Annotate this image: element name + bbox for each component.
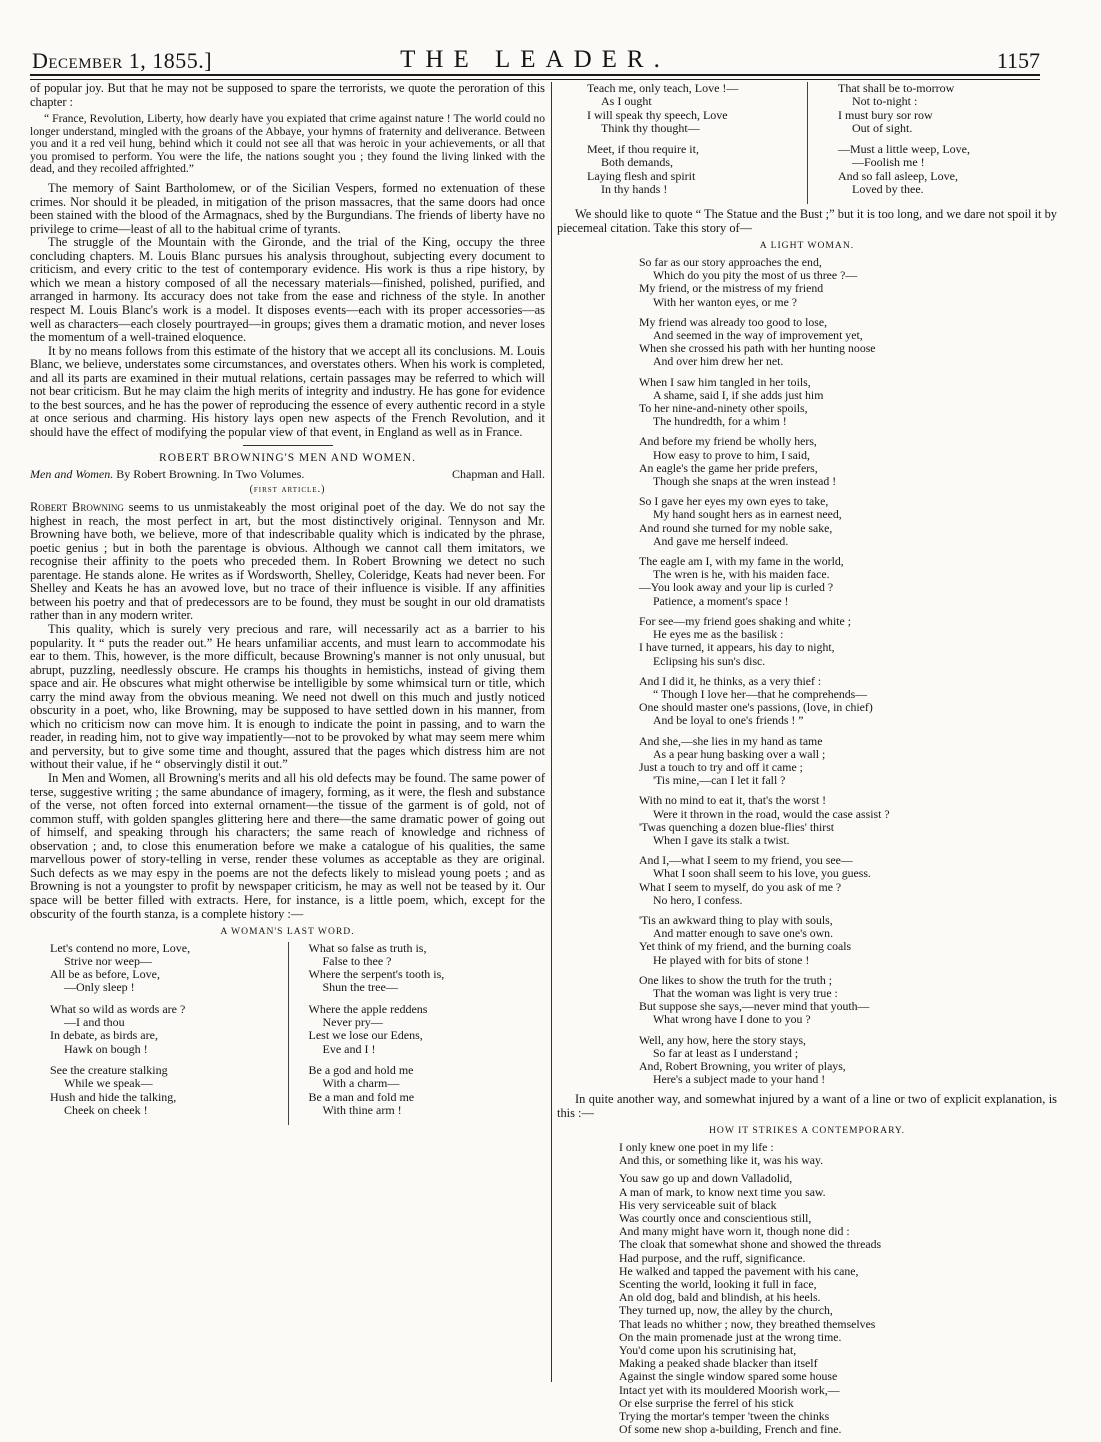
poem-line: With thine arm ! <box>322 1102 402 1117</box>
poem-line: His very serviceable suit of black <box>619 1197 777 1212</box>
poem-line: So I gave her eyes my own eyes to take, <box>639 494 829 509</box>
poem-line: My friend, or the mistress of my friend <box>639 281 824 296</box>
poem-column-left <box>30 942 288 1126</box>
poem-line: Meet, if thou require it, <box>587 142 699 157</box>
poem-line: One likes to show the truth for the truth ; <box>639 972 832 987</box>
poem-line: Where the serpent's tooth is, <box>308 967 445 982</box>
poem-line: Making a peaked shade blacker than itself <box>619 1356 818 1371</box>
poem-line: Trying the mortar's temper 'tween the chinks <box>619 1409 830 1424</box>
paragraph: It by no means follows from this estimate of the history that we accept all its conclusions. M. Louis Blanc, we believe, understates some circumstances, and overstates others. When his work is completed, and all its parts are examined in their mutual relations, certain passages may be referred to which will not bear criticism. But he may claim the high merits of integrity and industry. He has gone for evidence to the best sources, and he has the power of reproducing the essence of every authentic record in a style at once serious and charming. His history lays open new aspects of the French Revolution, and it should have the effect of modifying the popular view of that event, in England as well as in France. <box>30 343 545 439</box>
stanza <box>639 555 1057 608</box>
poem-line: What so false as truth is, <box>308 940 427 955</box>
poem-line: They turned up, now, the alley by the church, <box>619 1303 833 1318</box>
poem-line: Here's a subject made to your hand ! <box>653 1072 826 1087</box>
paragraph: This quality, which is surely very precious and rare, will necessarily act as a barrier to his popularity. It “ puts the reader out.” He hears unfamiliar accents, and must learn to accommodate his ear to them. This, however, is the more difficult, because Browning's manner is not only unusual, but abrupt, puzzling, needlessly obscure. He cramps his thoughts in hemistichs, instead of giving them space and air. He obscures what might otherwise be intelligible by some whimsical turn or title, which carry the mind away from the obvious meaning. We need not dwell on this much and justly noticed obscurity in a poet, who, like Browning, may be supposed to have settled down in his manner, from which no criticism now can move him. It is enough to indicate the point in passing, and to warn the reader, in reading him, not to give way impatiently—not to be provoked by what may seem mere whim and perversity, but to give some time and thought, assured that the pages which distress him are not without their value, if he “ observingly distil it out.” <box>30 622 545 772</box>
page-number: 1157 <box>996 48 1040 73</box>
right-column <box>557 82 1057 1442</box>
poem-title: A LIGHT WOMAN. <box>759 240 855 252</box>
poem-line: Lest we lose our Edens, <box>308 1028 423 1043</box>
poem-line: I only knew one poet in my life : <box>619 1140 774 1155</box>
poem-line: And I did it, he thinks, as a very thief : <box>639 673 822 688</box>
poem-line: Loved by thee. <box>852 182 924 197</box>
poem-line: What I seem to myself, do you ask of me ? <box>639 879 842 894</box>
poem-line: Cheek on cheek ! <box>64 1102 148 1117</box>
poem-line: The hundredth, for a whim ! <box>653 414 787 429</box>
poem-line: Of some new shop a-building, French and fine. <box>619 1422 842 1437</box>
poem-line: One should master one's passions, (love, in chief) <box>639 700 873 715</box>
stanza <box>639 435 1057 488</box>
poem-line: How easy to prove to him, I said, <box>653 447 810 462</box>
stanza <box>639 316 1057 369</box>
poem-line: Never pry— <box>322 1015 383 1030</box>
paragraph: In quite another way, and somewhat injured by a want of a line or two of explicit explanation, is this :— <box>557 1092 1057 1120</box>
poem-line: And matter enough to save one's own. <box>653 926 834 941</box>
stanza <box>587 82 807 135</box>
poem-line: False to thee ? <box>322 953 392 968</box>
poem-womans-last-word-continued <box>557 82 1057 204</box>
poem-line: And over him drew her net. <box>653 354 784 369</box>
poem-title: HOW IT STRIKES A CONTEMPORARY. <box>708 1125 906 1137</box>
poem-line: And before my friend be wholly hers, <box>639 434 817 449</box>
poem-line: Just a touch to try and off it came ; <box>639 759 803 774</box>
paragraph: In Men and Women, all Browning's merits and all his old defects may be found. The same power of terse, suggestive writing ; the same abundance of imagery, forming, as it were, the flesh and substance of the verse, not often forced into external ornament—the tissue of the garment is of gold, not of common stuff, with golden spangles glittering here and there—the same dramatic power of going out of himself, and speaking through his characters; the same reach of knowledge and richness of observation ; and, to close this enumeration before we make a catalogue of his qualities, the same marvellous power of story-telling in verse, render these volumes as acceptable as they are original. Such defects as we may espy in the poems are not the defects likely to mislead young poets ; and as Browning is not a youngster to profit by newspaper criticism, he may as well not be teased by it. Our space will be better filled with extracts. Here, for instance, is a little poem, which, except for the obscurity of the fourth stanza, is a complete history :— <box>30 771 545 921</box>
poem-line: “ Though I love her—that he comprehends— <box>653 686 868 701</box>
poem-line: He played with for bits of stone ! <box>653 952 810 967</box>
poem-line: And so fall asleep, Love, <box>838 168 958 183</box>
poem-line: With a charm— <box>322 1076 400 1091</box>
poem-line: What I soon shall seem to his love, you guess. <box>653 866 871 881</box>
poem-line: With no mind to eat it, that's the worst ! <box>639 793 827 808</box>
stanza <box>639 1034 1057 1087</box>
poem-line: That shall be to-morrow <box>838 81 955 95</box>
poem-line: He eyes me as the basilisk : <box>653 627 784 642</box>
poem-line: In debate, as birds are, <box>50 1028 158 1043</box>
poem-line: 'Twas quenching a dozen blue-flies' thirst <box>639 819 835 834</box>
poem-line: And many might have worn it, though none did : <box>619 1224 850 1239</box>
poem-line: In thy hands ! <box>601 182 668 197</box>
book-citation <box>30 468 545 482</box>
poem-line: All be as before, Love, <box>50 967 160 982</box>
stanza <box>619 1172 1057 1436</box>
paragraph: Robert Browning seems to us unmistakeably the most original poet of the day. We do not say the highest in reach, the most perfect in art, but the most distinctively original. Tennyson and Mr. Browning have both, we believe, more of that indescribable quality which is indicated by the phrase, poetic genius ; but in both the parentage is obvious. Although we cannot call them imitators, we recognise their affinity to the poets who preceded them. In Robert Browning we detect no such parentage. He stands alone. He writes as if Wordsworth, Shelley, Coleridge, Keats had never been. For Shelley and Keats he has an avowed love, but no trace of their influence is visible. If any affinities between his poetry and that of predecessors are to be found, they must be sought in our old dramatists rather than in any modern writer. <box>30 500 545 623</box>
poem-line: And be loyal to one's friends ! ” <box>653 713 804 728</box>
paragraph: The struggle of the Mountain with the Gironde, and the trial of the King, occupy the three concluding chapters. M. Louis Blanc pursues his analysis throughout, subjecting every document to criticism, and every critic to the test of contemporary evidence. His work is thus a ripe history, by which we mean a history composed of all the necessary materials—finished, polished, purified, and arranged in harmony. Its accuracy does not take from the ease and richness of the style. In another respect M. Louis Blanc's work is a model. It disposes events—each with its proper accessories—as well as characters—each closely pourtrayed—in groups; gives them a dramatic motion, and never loses the momentum of a well-trained eloquence. <box>30 235 545 345</box>
poem-line: But suppose she says,—never mind that youth— <box>639 999 870 1014</box>
stanza <box>639 735 1057 788</box>
poem-column-right <box>288 942 546 1126</box>
poem-line: And she,—she lies in my hand as tame <box>639 733 823 748</box>
poem-line: To her nine-and-ninety other spoils, <box>639 401 808 416</box>
poem-line: Were it thrown in the road, would the case assist ? <box>653 806 890 821</box>
stanza <box>639 974 1057 1027</box>
poem-line: An old dog, bald and blindish, at his heels. <box>619 1290 821 1305</box>
poem-line: That leads no whither ; now, they breathed themselves <box>619 1316 876 1331</box>
stanza <box>309 1064 546 1117</box>
poem-line: Or else surprise the ferrel of his stick <box>619 1395 794 1410</box>
poem-line: Shun the tree— <box>322 980 398 995</box>
stanza <box>639 854 1057 907</box>
stanza <box>639 615 1057 668</box>
stanza <box>639 495 1057 548</box>
poem-line: See the creature stalking <box>50 1062 168 1077</box>
poem-line: My friend was already too good to lose, <box>639 314 828 329</box>
poem-line: —Only sleep ! <box>64 980 135 995</box>
page-header <box>30 44 1040 76</box>
stanza <box>309 1003 546 1056</box>
poem-line: The cloak that somewhat shone and showed the threads <box>619 1237 882 1252</box>
header-rule <box>30 74 1040 76</box>
poem-column-right <box>807 82 1057 204</box>
poem-line: No hero, I confess. <box>653 892 743 907</box>
book-title: Men and Women. <box>30 467 114 481</box>
stanza <box>639 376 1057 429</box>
poem-line: The wren is he, with his maiden face. <box>653 567 830 582</box>
poem-line: And seemed in the way of improvement yet, <box>653 328 863 343</box>
poem-line: I have turned, it appears, his day to night, <box>639 640 835 655</box>
stanza <box>587 143 807 196</box>
paragraph: The memory of Saint Bartholomew, or of the Sicilian Vespers, formed no extenuation of these crimes. Nor should it be pleaded, in mitigation of the prison massacres, that the same doors had once been stained with the blood of the Armagnacs, shed by the Burgundians. The friends of liberty have no privilege to crime—least of all to the habitual crime of tyrants. <box>30 181 545 236</box>
review-title: ROBERT BROWNING'S MEN AND WOMEN. <box>159 452 416 465</box>
poem-line: Eve and I ! <box>322 1041 376 1056</box>
poem-line: Be a man and fold me <box>308 1089 415 1104</box>
poem-line: A shame, said I, if she adds just him <box>653 387 824 402</box>
poem-line: As I ought <box>601 94 652 109</box>
poem-line: A man of mark, to know next time you saw. <box>619 1184 826 1199</box>
stanza <box>309 942 546 995</box>
poem-line: So far as our story approaches the end, <box>639 255 822 270</box>
poem-line: An eagle's the game her pride prefers, <box>639 460 818 475</box>
poem-line: You saw go up and down Valladolid, <box>619 1171 793 1186</box>
poem-line: 'Tis mine,—can I let it fall ? <box>653 773 786 788</box>
poem-line: As a pear hung basking over a wall ; <box>653 746 826 761</box>
poem-line: On the main promenade just at the wrong time. <box>619 1329 842 1344</box>
poem-line: Had purpose, and the ruff, significance. <box>619 1250 806 1265</box>
poem-line: While we speak— <box>64 1076 153 1091</box>
paragraph: We should like to quote “ The Statue and the Bust ;” but it is too long, and we dare not spoil it by piecemeal citation. Take this story of— <box>557 207 1057 235</box>
poem-line: I must bury sor row <box>838 107 933 122</box>
poem-line: What so wild as words are ? <box>50 1001 186 1016</box>
poem-line: —I and thou <box>64 1015 125 1030</box>
poem-light-woman <box>639 256 1057 1086</box>
poem-how-it-strikes <box>619 1141 1057 1436</box>
poem-line: And gave me herself indeed. <box>653 533 789 548</box>
paragraph: of popular joy. But that he may not be supposed to spare the terrorists, we quote the peroration of this chapter : <box>30 81 545 109</box>
poem-line: What wrong have I done to you ? <box>653 1012 811 1027</box>
poem-line: And this, or something like it, was his way. <box>619 1153 824 1168</box>
stanza <box>639 914 1057 967</box>
poem-line: And I,—what I seem to my friend, you see— <box>639 853 853 868</box>
poem-line: And round she turned for my noble sake, <box>639 520 833 535</box>
poem-line: Think thy thought— <box>601 120 700 135</box>
poem-line: —You look away and your lip is curled ? <box>639 580 834 595</box>
poem-line: Out of sight. <box>852 120 913 135</box>
poem-line: Hush and hide the talking, <box>50 1089 177 1104</box>
poem-line: Let's contend no more, Love, <box>50 940 191 955</box>
issue-date: December 1, 1855.] <box>32 48 213 73</box>
stanza <box>639 794 1057 847</box>
stanza <box>50 1064 288 1117</box>
poem-line: Be a god and hold me <box>308 1062 414 1077</box>
header-rule-thin <box>30 79 1040 80</box>
poem-line: He walked and tapped the pavement with his cane, <box>619 1263 859 1278</box>
poem-line: And, Robert Browning, you writer of plays, <box>639 1058 846 1073</box>
poem-line: Hawk on bough ! <box>64 1041 148 1056</box>
article-note: (first article.) <box>249 483 326 495</box>
poem-line: I will speak thy speech, Love <box>587 107 728 122</box>
poem-line: Intact yet with its mouldered Moorish work,— <box>619 1382 840 1397</box>
poem-line: Patience, a moment's space ! <box>653 593 789 608</box>
stanza <box>639 256 1057 309</box>
poem-line: With her wanton eyes, or me ? <box>653 294 797 309</box>
poem-line: Where the apple reddens <box>308 1001 428 1016</box>
poem-line: Teach me, only teach, Love !— <box>587 81 739 95</box>
column-divider <box>551 82 552 1382</box>
poem-line: Though she snaps at the wren instead ! <box>653 474 837 489</box>
stanza <box>838 143 1057 196</box>
author-name: Robert Browning <box>30 500 124 515</box>
stanza <box>50 942 288 995</box>
poem-line: So far at least as I understand ; <box>653 1045 799 1060</box>
poem-line: Against the single window spared some house <box>619 1369 838 1384</box>
poem-line: Eclipsing his sun's disc. <box>653 653 766 668</box>
stanza <box>50 1003 288 1056</box>
poem-line: —Foolish me ! <box>852 155 925 170</box>
poem-line: —Must a little weep, Love, <box>838 142 970 157</box>
left-column <box>30 82 545 1125</box>
poem-line: Strive nor weep— <box>64 953 152 968</box>
poem-line: 'Tis an awkward thing to play with souls, <box>639 912 833 927</box>
poem-line: For see—my friend goes shaking and white ; <box>639 613 851 628</box>
section-separator <box>243 445 333 446</box>
poem-line: Which do you pity the most of us three ?— <box>653 268 858 283</box>
poem-line: That the woman was light is very true : <box>653 985 838 1000</box>
poem-line: My hand sought hers as in earnest need, <box>653 507 842 522</box>
poem-line: Yet think of my friend, and the burning coals <box>639 939 852 954</box>
stanza <box>838 82 1057 135</box>
poem-line: Scenting the world, looking it full in face, <box>619 1277 817 1292</box>
poem-line: The eagle am I, with my fame in the world, <box>639 554 844 569</box>
book-publisher: Chapman and Hall. <box>452 467 545 481</box>
poem-line: You'd come upon his scrutinising hat, <box>619 1343 797 1358</box>
poem-womans-last-word <box>30 942 545 1126</box>
block-quote: “ France, Revolution, Liberty, how dearly have you expiated that crime against nature ! The world could no longer understand, mingled with the groans of the Abbaye, your hymns of fraternity and deliverance. Between you and it a red veil hung, behind which it could not see all that was heroic in your achievements, or all that you promised to perform. You were the life, the nations sought you ; they found the living linked with the dead, and they recoiled affrighted.” <box>30 112 545 176</box>
poem-line: Not to-night : <box>852 94 918 109</box>
poem-line: Both demands, <box>601 155 673 170</box>
poem-line: Well, any how, here the story stays, <box>639 1032 807 1047</box>
book-author: By Robert Browning. In Two Volumes. <box>116 467 305 481</box>
poem-line: When I saw him tangled in her toils, <box>639 374 811 389</box>
poem-title: A WOMAN'S LAST WORD. <box>220 926 355 938</box>
poem-line: Was courtly once and conscientious still, <box>619 1211 812 1226</box>
masthead-title: THE LEADER. <box>400 46 670 73</box>
poem-line: Laying flesh and spirit <box>587 168 696 183</box>
poem-line: When she crossed his path with her hunting noose <box>639 341 876 356</box>
poem-column-left <box>557 82 807 204</box>
poem-line: When I gave its stalk a twist. <box>653 832 790 847</box>
stanza <box>619 1141 1057 1167</box>
stanza <box>639 675 1057 728</box>
